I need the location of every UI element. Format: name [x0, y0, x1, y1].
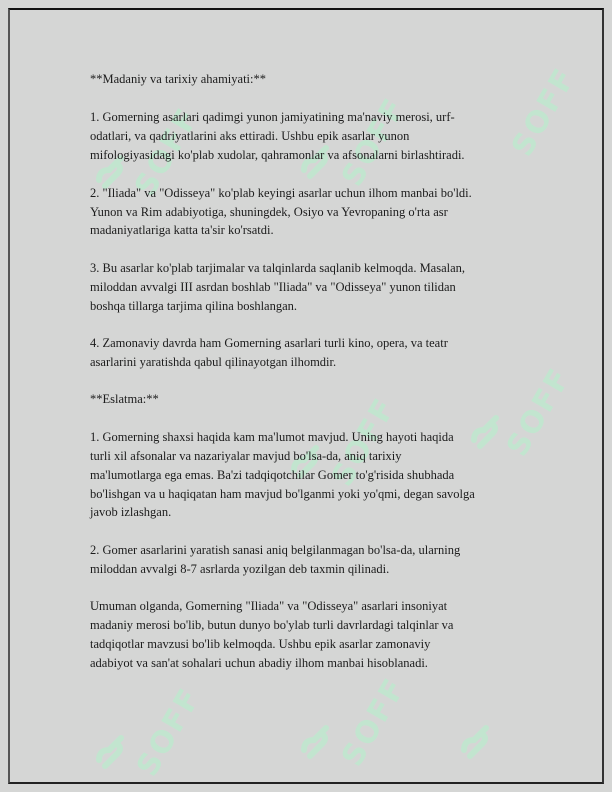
section-heading-significance: **Madaniy va tarixiy ahamiyati:** [90, 72, 266, 86]
paragraph-line: tadqiqotlar mavzusi bo'lib kelmoqda. Ushbu epik asarlar zamonaviy [90, 637, 431, 651]
watermark-text: SOFF [335, 671, 414, 773]
paragraph-line: boshqa tillarga tarjima qilina boshlangan. [90, 299, 298, 313]
watermark-text: SOFF [335, 91, 414, 193]
paragraph-line: Umuman olganda, Gomerning "Iliada" va "Odisseya" asarlari insoniyat [90, 599, 448, 613]
paragraph-line: 1. Gomerning shaxsi haqida kam ma'lumot mavjud. Uning hayoti haqida [90, 430, 454, 444]
paragraph-line: Yunon va Rim adabiyotiga, shuningdek, Osiyo va Yevropaning o'rta asr [90, 205, 448, 219]
paragraph-line: mifologiyasidagi ko'plab xudolar, qahramonlar va afsonalarni birlashtiradi. [90, 148, 465, 162]
paragraph-line: bo'lishgan va u haqiqatan ham mavjud bo'lganmi yoki yo'qmi, degan savolga [90, 487, 475, 501]
paragraph-line: 1. Gomerning asarlari qadimgi yunon jamiyatining ma'naviy merosi, urf- [90, 110, 455, 124]
watermark-text: SOFF [128, 101, 207, 203]
paragraph-line: madaniyatlariga katta ta'sir ko'rsatdi. [90, 223, 274, 237]
paragraph-line: javob izlashgan. [90, 505, 172, 519]
paragraph-line: 4. Zamonaviy davrda ham Gomerning asarlari turli kino, opera, va teatr [90, 336, 448, 350]
watermark-text: SOFF [500, 361, 579, 463]
paragraph-line: 3. Bu asarlar ko'plab tarjimalar va talqinlarda saqlanib kelmoqda. Masalan, [90, 261, 466, 275]
paragraph-line: madaniy merosi bo'lib, butun dunyo bo'ylab turli davrlardagi talqinlar va [90, 618, 454, 632]
paragraph-line: ma'lumotlarga ega emas. Ba'zi tadqiqotchilar Gomer to'g'risida shubhada [90, 468, 455, 482]
watermark-text: SOFF [325, 391, 404, 493]
paragraph-line: 2. Gomer asarlarini yaratish sanasi aniq belgilanmagan bo'lsa-da, ularning [90, 543, 461, 557]
paragraph-line: adabiyot va san'at sohalari uchun abadiy ilhom manbai hisoblanadi. [90, 656, 428, 670]
paragraph-line: miloddan avvalgi 8-7 asrlarda yozilgan deb taxmin qilinadi. [90, 562, 390, 576]
section-heading-note: **Eslatma:** [90, 392, 159, 406]
paragraph-line: odatlari, va qadriyatlarini aks ettiradi. Ushbu epik asarlar yunon [90, 129, 410, 143]
paragraph-line: turli xil afsonalar va nazariyalar mavjud bo'lsa-da, aniq tarixiy [90, 449, 402, 463]
paragraph-line: 2. "Iliada" va "Odisseya" ko'plab keyingi asarlar uchun ilhom manbai bo'ldi. [90, 186, 472, 200]
watermark-text: SOFF [505, 61, 584, 163]
paragraph-line: asarlarini yaratishda qabul qilinayotgan ilhomdir. [90, 355, 337, 369]
watermark-text: SOFF [130, 681, 209, 783]
paragraph-line: miloddan avvalgi III asrdan boshlab "Iliada" va "Odisseya" yunon tilidan [90, 280, 456, 294]
